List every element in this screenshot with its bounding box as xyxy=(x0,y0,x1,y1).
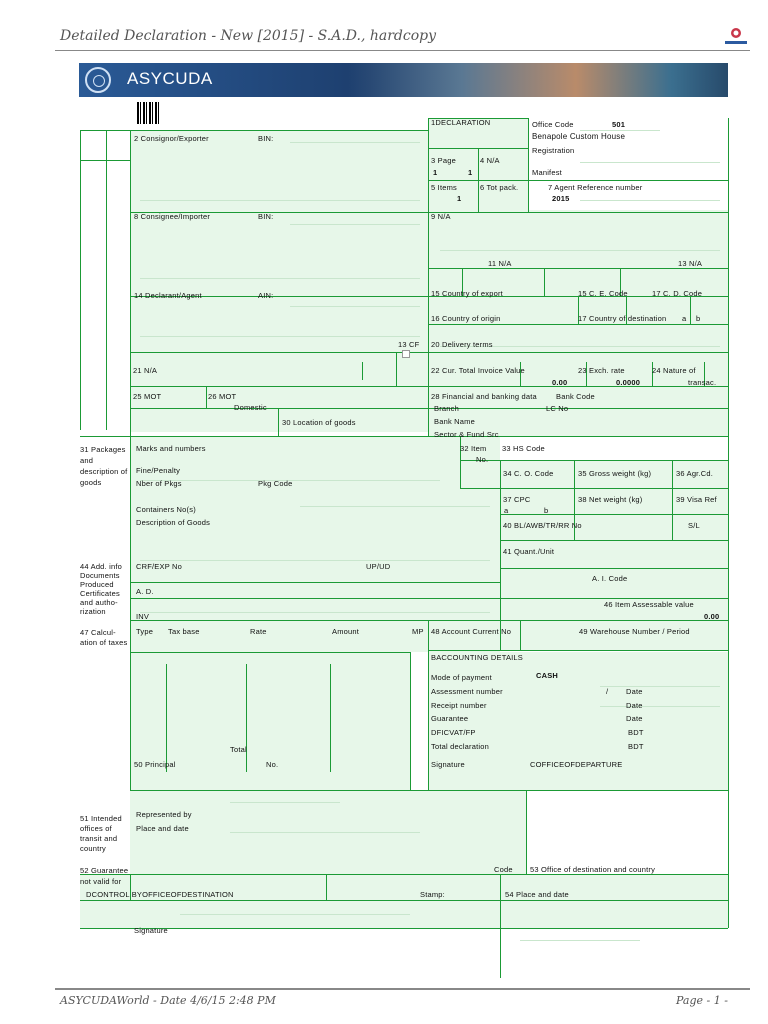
rule xyxy=(690,296,691,324)
field-line xyxy=(230,832,420,833)
field-line xyxy=(140,612,490,613)
rule xyxy=(500,874,501,978)
rule xyxy=(80,130,428,131)
field-line xyxy=(290,306,420,307)
rule xyxy=(130,582,500,583)
label-page: 3 Page xyxy=(431,156,456,165)
label-fine: Fine/Penalty xyxy=(136,466,181,475)
rule xyxy=(326,874,327,900)
rule xyxy=(428,324,728,325)
label-office53: 53 Office of destination and country xyxy=(530,865,656,874)
rule xyxy=(428,118,429,436)
taxes-box xyxy=(130,652,410,790)
rule xyxy=(500,460,501,650)
rule xyxy=(166,664,167,772)
rule xyxy=(544,268,545,296)
rule xyxy=(130,598,728,599)
rule xyxy=(80,900,728,901)
rule xyxy=(80,436,728,437)
label-agent-ref: 7 Agent Reference number xyxy=(548,183,643,192)
label-domestic: Domestic xyxy=(234,403,267,412)
field-line xyxy=(140,278,420,279)
label-total-decl: Total declaration xyxy=(431,742,490,751)
rule xyxy=(130,352,728,353)
rule xyxy=(396,352,397,386)
label-signature2: Signature xyxy=(134,926,168,935)
field-line xyxy=(600,686,720,687)
rule xyxy=(410,652,411,790)
cf-checkbox[interactable] xyxy=(402,350,410,358)
label-date1: Date xyxy=(626,687,643,696)
label-dest-b: b xyxy=(696,314,701,323)
rule xyxy=(130,296,728,297)
label-upud: UP/UD xyxy=(366,562,391,571)
rule xyxy=(520,620,521,650)
label-net38: 38 Net weight (kg) xyxy=(578,495,643,504)
value-assessable: 0.00 xyxy=(704,612,720,621)
field-line xyxy=(580,200,720,201)
label-financial: 28 Financial and banking data xyxy=(431,392,537,401)
label-declaration: 1DECLARATION xyxy=(431,118,491,127)
label-stamp: Stamp: xyxy=(420,890,445,899)
label-ce-code: 15 C. E. Code xyxy=(578,289,628,298)
field-line xyxy=(440,250,720,251)
rule xyxy=(672,460,673,540)
label-hs33: 33 HS Code xyxy=(502,444,545,453)
label-dfic: DFICVAT/FP xyxy=(431,728,476,737)
rule xyxy=(278,408,279,436)
rule xyxy=(500,514,728,515)
label-nature: 24 Nature of xyxy=(652,366,696,375)
rule xyxy=(728,118,729,928)
label-bl40: 40 BL/AWB/TR/RR No xyxy=(503,521,582,530)
label-packages: 31 Packages and description of goods xyxy=(80,445,128,487)
label-country-origin: 16 Country of origin xyxy=(431,314,501,323)
field-line xyxy=(580,162,720,163)
label-cd-code: 17 C. D. Code xyxy=(652,289,703,298)
label-items: 5 Items xyxy=(431,183,457,192)
label-containers: Containers No(s) xyxy=(136,505,196,514)
field-line xyxy=(140,200,420,201)
label-receipt: Receipt number xyxy=(431,701,487,710)
label-desc-goods: Description of Goods xyxy=(136,518,211,527)
rule xyxy=(130,620,728,621)
label-cur-total: 22 Cur. Total Invoice Value xyxy=(431,366,525,375)
label-inv: INV xyxy=(136,612,150,621)
value-cash: CASH xyxy=(536,671,559,680)
label-n4: 4 N/A xyxy=(480,156,500,165)
rule xyxy=(330,664,331,772)
rule xyxy=(130,212,728,213)
rule xyxy=(246,664,247,772)
value-page-1: 1 xyxy=(433,168,438,177)
label-delivery: 20 Delivery terms xyxy=(431,340,493,349)
label-gross35: 35 Gross weight (kg) xyxy=(578,469,652,478)
rule xyxy=(80,874,728,875)
field-line xyxy=(600,706,720,707)
label-bank-code: Bank Code xyxy=(556,392,595,401)
label-item46: 46 Item Assessable value xyxy=(604,600,694,609)
label-n9: 9 N/A xyxy=(431,212,451,221)
field-line xyxy=(140,560,490,561)
label-exch: 23 Exch. rate xyxy=(578,366,625,375)
label-bin-2: BIN: xyxy=(258,212,274,221)
footer-date: ASYCUDAWorld - Date 4/6/15 2:48 PM xyxy=(60,994,276,1007)
document-title: Detailed Declaration - New [2015] - S.A.D., hardcopy xyxy=(60,28,437,44)
label-visa39: 39 Visa Ref xyxy=(676,495,717,504)
label-pkg-code: Pkg Code xyxy=(258,479,293,488)
label-guarantee: Guarantee xyxy=(431,714,469,723)
rule xyxy=(130,652,410,653)
value-year: 2015 xyxy=(552,194,570,203)
label-ain: AIN: xyxy=(258,291,274,300)
banner-name: ASYCUDA xyxy=(127,69,213,88)
transport-box xyxy=(130,352,428,432)
value-items: 1 xyxy=(457,194,462,203)
rule xyxy=(80,160,130,161)
rule xyxy=(130,790,728,791)
label-location: 30 Location of goods xyxy=(282,418,356,427)
label-marks: Marks and numbers xyxy=(136,444,206,453)
value-invoice: 0.00 xyxy=(552,378,568,387)
label-n21: 21 N/A xyxy=(133,366,158,375)
footer-page: Page - 1 - xyxy=(676,994,728,1007)
label-transac: transac. xyxy=(688,378,717,387)
label-principal: 50 Principal xyxy=(134,760,176,769)
col-mp: MP xyxy=(412,627,424,636)
rule xyxy=(428,180,728,181)
rule xyxy=(528,118,529,212)
label-office-code: Office Code xyxy=(532,120,574,129)
declarant-box xyxy=(130,296,428,352)
label-calc47: 47 Calcul- ation of taxes xyxy=(80,628,128,647)
field-line xyxy=(180,914,410,915)
label-acct-details: BACCOUNTING DETAILS xyxy=(431,653,524,662)
label-bdt2: BDT xyxy=(628,742,644,751)
label-country-export: 15 Country of export xyxy=(431,289,503,298)
label-agr36: 36 Agr.Cd. xyxy=(676,469,714,478)
label-co34: 34 C. O. Code xyxy=(503,469,554,478)
rule xyxy=(428,650,728,651)
footer-rule xyxy=(55,988,750,990)
col-type: Type xyxy=(136,627,154,636)
label-nber: Nber of Pkgs xyxy=(136,479,182,488)
field-line xyxy=(580,130,660,131)
label-lc-no: LC No xyxy=(546,404,569,413)
label-tot-pack: 6 Tot pack. xyxy=(480,183,519,192)
label-place54: 54 Place and date xyxy=(505,890,569,899)
label-registration: Registration xyxy=(532,146,575,155)
label-wh49: 49 Warehouse Number / Period xyxy=(579,627,690,636)
rule xyxy=(206,386,207,408)
rule xyxy=(130,408,728,409)
rule xyxy=(428,362,429,386)
label-represented: Represented by xyxy=(136,810,192,819)
rule xyxy=(478,148,479,212)
label-guarantee52: 52 Guarantee not valid for xyxy=(80,866,129,886)
label-acct48: 48 Account Current No xyxy=(431,627,512,636)
value-page-2: 1 xyxy=(468,168,473,177)
label-control: DCONTROL BYOFFICEOFDESTINATION xyxy=(86,890,234,899)
rule xyxy=(526,790,527,874)
label-add44: 44 Add. info Documents Produced Certificates and autho- rization xyxy=(80,562,123,616)
label-cf13: 13 CF xyxy=(398,340,420,349)
rule xyxy=(500,568,728,569)
field-line xyxy=(290,224,420,225)
label-consignor: 2 Consignor/Exporter xyxy=(134,134,209,143)
label-sl: S/L xyxy=(688,521,700,530)
label-bdt1: BDT xyxy=(628,728,644,737)
label-declarant: 14 Declarant/Agent xyxy=(134,291,202,300)
label-cpc-b: b xyxy=(544,506,549,515)
label-assess-no: Assessment number xyxy=(431,687,503,696)
label-consignee: 8 Consignee/Importer xyxy=(134,212,211,221)
field-line xyxy=(300,506,490,507)
rule xyxy=(80,130,81,430)
field-line xyxy=(520,940,640,941)
label-mot25: 25 MOT xyxy=(133,392,162,401)
label-n11: 11 N/A xyxy=(488,259,512,268)
label-office-dep: COFFICEOFDEPARTURE xyxy=(530,760,623,769)
label-n13: 13 N/A xyxy=(678,259,703,268)
label-cpc-a: a xyxy=(504,506,509,515)
label-slash: / xyxy=(606,687,609,696)
value-office-name: Benapole Custom House xyxy=(532,132,626,141)
value-office-code: 501 xyxy=(612,120,626,129)
label-no50: No. xyxy=(266,760,279,769)
label-date2: Date xyxy=(626,701,643,710)
label-mot26: 26 MOT xyxy=(208,392,237,401)
label-bin-1: BIN: xyxy=(258,134,274,143)
label-code: Code xyxy=(494,865,513,874)
label-item32: 32 Item xyxy=(460,444,487,453)
field-line xyxy=(140,336,420,337)
label-manifest: Manifest xyxy=(532,168,562,177)
label-a-code: A. I. Code xyxy=(592,574,628,583)
rule xyxy=(130,130,131,790)
rule xyxy=(80,928,728,929)
label-cpc37: 37 CPC xyxy=(503,495,531,504)
label-mode-pay: Mode of payment xyxy=(431,673,492,682)
rule xyxy=(362,362,363,380)
label-sector: Sector & Fund Src xyxy=(434,430,499,439)
label-branch: Branch xyxy=(434,404,459,413)
rule xyxy=(428,268,728,269)
label-item-no: No. xyxy=(476,455,489,464)
label-quant41: 41 Quant./Unit xyxy=(503,547,555,556)
label-ad: A. D. xyxy=(136,587,154,596)
label-crf: CRF/EXP No xyxy=(136,562,183,571)
label-place-date: Place and date xyxy=(136,824,189,833)
rule xyxy=(500,540,728,541)
col-rate: Rate xyxy=(250,627,267,636)
field-line xyxy=(230,802,340,803)
field-line xyxy=(290,142,420,143)
label-intended51: 51 Intended offices of transit and country xyxy=(80,814,122,853)
rule xyxy=(428,620,429,790)
label-bank-name: Bank Name xyxy=(434,417,475,426)
col-tax-base: Tax base xyxy=(168,627,200,636)
col-amount: Amount xyxy=(332,627,360,636)
label-total: Total xyxy=(230,745,247,754)
label-date3: Date xyxy=(626,714,643,723)
control-box xyxy=(80,874,728,928)
rule xyxy=(106,130,107,430)
label-signature: Signature xyxy=(431,760,465,769)
label-dest-a: a xyxy=(682,314,687,323)
value-exch: 0.0000 xyxy=(616,378,641,387)
label-country-dest: 17 Country of destination xyxy=(578,314,667,323)
